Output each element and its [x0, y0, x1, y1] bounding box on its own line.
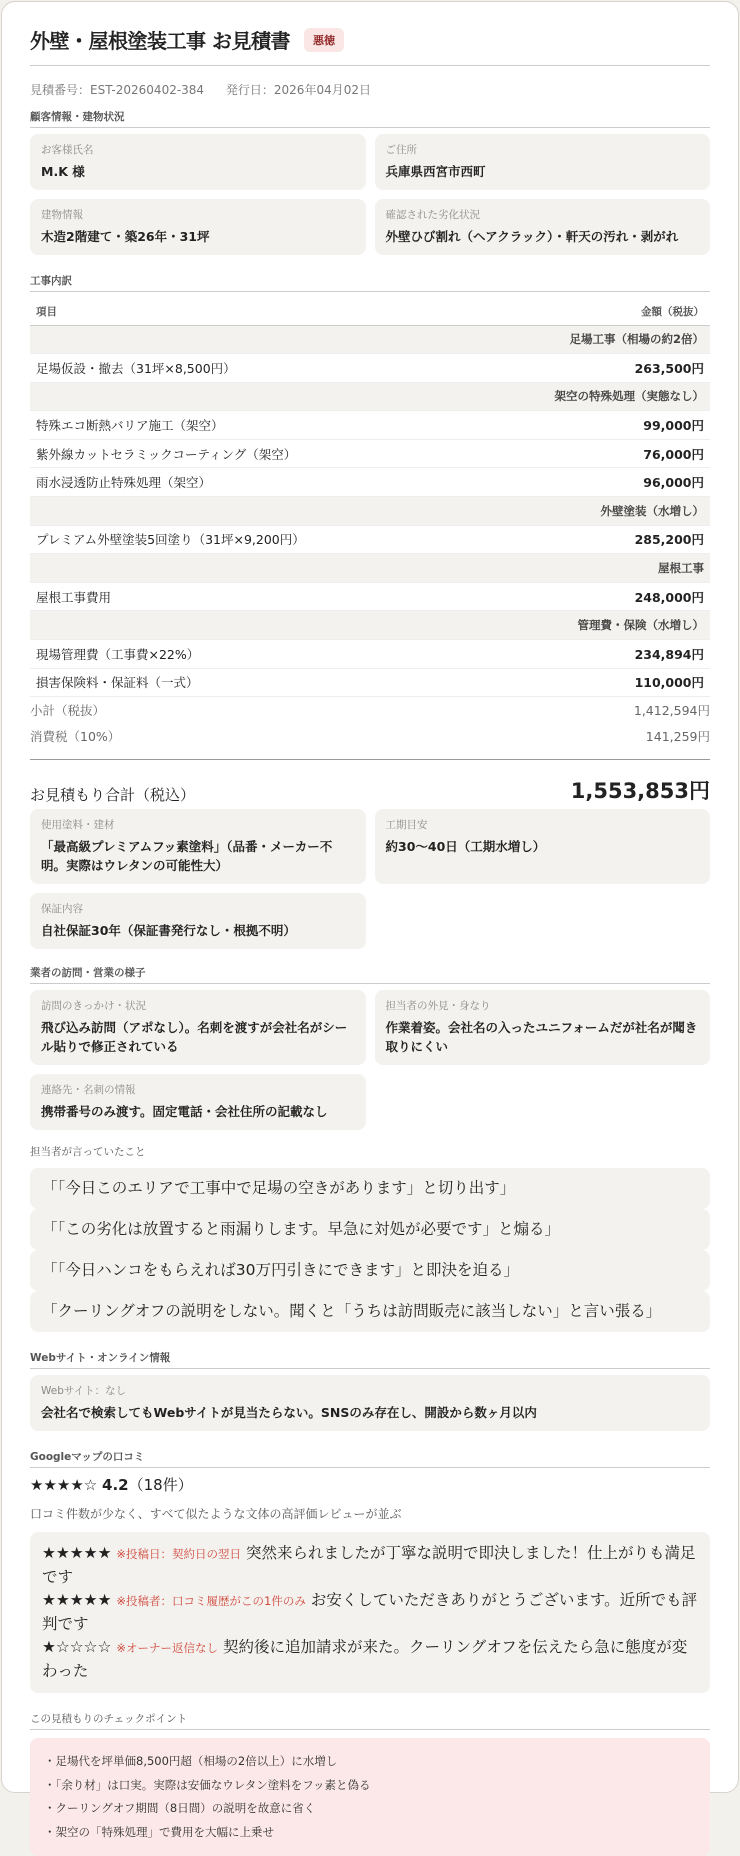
info-box [375, 134, 711, 190]
review-stars-icon: ★☆☆☆☆ [42, 1638, 112, 1657]
review-text: お安くしていただきありがとうございます。近所でも評判です [42, 1591, 698, 1634]
meta-line [30, 81, 710, 99]
section-quotes: 担当者が言っていたこと [30, 1146, 146, 1159]
review-warning: ※投稿者：口コミ履歴がこの1件のみ [116, 1594, 306, 1609]
info-box [30, 199, 366, 255]
review-item [42, 1542, 698, 1589]
info-label: ご住所 [385, 144, 417, 156]
info-label: 確認された劣化状況 [385, 209, 480, 221]
website-label: Webサイト：なし [41, 1385, 127, 1398]
info-value: 約30〜40日（工期水増し） [385, 839, 546, 855]
subtotal-value: 1,412,594円 [633, 703, 710, 719]
info-label: 連絡先・名刺の情報 [41, 1084, 136, 1097]
section-breakdown: 工事内訳 [30, 273, 710, 292]
item-label: プレミアム外壁塗装5回塗り（31坪×9,200円） [30, 525, 557, 554]
reviews-box [30, 1532, 710, 1693]
customer-grid [30, 134, 710, 255]
info-label: 担当者の外見・身なり [385, 1000, 491, 1013]
info-label: 使用塗料・建材 [41, 819, 115, 832]
col-amount: 金額（税抜） [557, 298, 710, 325]
category-label: 架空の特殊処理（実態なし） [30, 382, 710, 411]
section-visit: 業者の訪問・営業の様子 [30, 965, 710, 984]
info-label: 訪問のきっかけ・状況 [41, 1000, 146, 1013]
item-amount: 110,000円 [557, 668, 710, 697]
info-value: 飛び込み訪問（アポなし）。名刺を渡すが会社名がシール貼りで修正されている [41, 1020, 348, 1055]
subtotal-label: 小計（税抜） [30, 703, 106, 719]
category-label: 管理費・保険（水増し） [30, 611, 710, 640]
google-rating [30, 1474, 710, 1495]
review-count: （18件） [128, 1476, 193, 1495]
info-value: 作業着姿。会社名の入ったユニフォームだが社名が聞き取りにくい [385, 1020, 698, 1055]
subtotal-row [30, 697, 710, 723]
quote-item: 「「今日ハンコをもらえれば30万円引きにできます」と即決を迫る」 [30, 1250, 710, 1291]
total-row [30, 759, 710, 805]
table-row [30, 354, 710, 383]
table-row [30, 668, 710, 697]
section-google: Googleマップの口コミ [30, 1449, 710, 1468]
section-website: Webサイト・オンライン情報 [30, 1350, 710, 1369]
category-row [30, 554, 710, 583]
table-row [30, 640, 710, 669]
info-value: 「最高級プレミアムフッ素塗料」（品番・メーカー不明。実際はウレタンの可能性大） [41, 839, 333, 874]
google-note: 口コミ件数が少なく、すべて似たような文体の高評価レビューが並ぶ [30, 1507, 402, 1522]
info-box [375, 199, 711, 255]
review-stars-icon: ★★★★★ [42, 1591, 112, 1610]
info-label: 工期目安 [385, 819, 428, 832]
website-value: 会社名で検索してもWebサイトが見当たらない。SNSのみ存在し、開設から数ヶ月以内 [41, 1405, 537, 1421]
review-warning: ※オーナー返信なし [116, 1641, 219, 1656]
info-label: 建物情報 [41, 209, 83, 221]
table-row [30, 582, 710, 611]
rating-stars-icon: ★★★★☆ [30, 1476, 98, 1495]
total-value: 1,553,853円 [570, 779, 710, 804]
website-box [30, 1375, 710, 1431]
category-label: 外壁塗装（水増し） [30, 497, 710, 526]
checkpoint-item: ・クーリングオフ期間（8日間）の説明を故意に省く [44, 1801, 316, 1816]
item-amount: 234,894円 [557, 640, 710, 669]
quote-item: 「クーリングオフの説明をしない。聞くと「うちは訪問販売に該当しない」と言い張る」 [30, 1291, 710, 1332]
quote-item: 「「この劣化は放置すると雨漏りします。早急に対処が必要です」と煽る」 [30, 1209, 710, 1250]
section-checkpoints: この見積もりのチェックポイント [30, 1711, 710, 1730]
checkpoint-item: ・足場代を坪単価8,500円超（相場の2倍以上）に水増し [44, 1754, 338, 1769]
item-label: 損害保険料・保証料（一式） [30, 668, 557, 697]
item-amount: 99,000円 [557, 411, 710, 440]
item-amount: 76,000円 [557, 439, 710, 468]
item-amount: 263,500円 [557, 354, 710, 383]
rating-value: 4.2 [102, 1476, 129, 1495]
category-label: 屋根工事 [30, 554, 710, 583]
table-row [30, 411, 710, 440]
tax-row [30, 723, 710, 749]
info-value: 外壁ひび割れ（ヘアクラック）・軒天の汚れ・剥がれ [385, 229, 679, 244]
checkpoints-box [30, 1738, 710, 1856]
details-grid [30, 809, 710, 949]
info-value: 自社保証30年（保証書発行なし・根拠不明） [41, 923, 296, 939]
category-row [30, 325, 710, 354]
info-value: 携帯番号のみ渡す。固定電話・会社住所の記載なし [41, 1104, 328, 1120]
col-item: 項目 [30, 298, 557, 325]
item-label: 現場管理費（工事費×22%） [30, 640, 557, 669]
section-customer: 顧客情報・建物状況 [30, 109, 710, 128]
tax-label: 消費税（10%） [30, 729, 121, 745]
category-row [30, 611, 710, 640]
item-amount: 285,200円 [557, 525, 710, 554]
quotes-list [30, 1168, 710, 1332]
review-text: 突然来られましたが丁寧な説明で即決しました！仕上がりも満足です [42, 1544, 696, 1587]
info-box [30, 990, 366, 1065]
item-amount: 248,000円 [557, 582, 710, 611]
estimate-card [1, 1, 739, 1839]
info-label: お客様氏名 [41, 144, 94, 156]
header [30, 2, 710, 66]
category-row [30, 382, 710, 411]
item-label: 紫外線カットセラミックコーティング（架空） [30, 439, 557, 468]
review-item [42, 1636, 698, 1683]
item-label: 雨水浸透防止特殊処理（架空） [30, 468, 557, 497]
status-badge: 悪徳 [304, 28, 344, 52]
category-row [30, 497, 710, 526]
checkpoint-item: ・「余り材」は口実。実際は安価なウレタン塗料をフッ素と偽る [44, 1777, 371, 1792]
visit-grid [30, 990, 710, 1130]
item-amount: 96,000円 [557, 468, 710, 497]
table-row [30, 439, 710, 468]
info-box [30, 809, 366, 884]
info-label: 保証内容 [41, 903, 83, 916]
quote-item: 「「今日このエリアで工事中で足場の空きがあります」と切り出す」 [30, 1168, 710, 1209]
total-label: お見積もり合計（税込） [30, 786, 196, 805]
info-box [375, 809, 711, 884]
issue-date: 発行日：2026年04月02日 [225, 83, 371, 97]
item-label: 足場仮設・撤去（31坪×8,500円） [30, 354, 557, 383]
item-label: 屋根工事費用 [30, 582, 557, 611]
info-box [30, 134, 366, 190]
review-item [42, 1589, 698, 1636]
review-stars-icon: ★★★★★ [42, 1544, 112, 1563]
page-title: 外壁・屋根塗装工事 お見積書 [30, 29, 290, 53]
estimate-number: 見積番号：EST-20260402-384 [30, 83, 205, 97]
review-warning: ※投稿日：契約日の翌日 [116, 1547, 242, 1562]
tax-value: 141,259円 [645, 729, 710, 745]
category-label: 足場工事（相場の約2倍） [30, 325, 710, 354]
info-box [30, 893, 366, 949]
info-box [30, 1074, 366, 1130]
info-value: 兵庫県西宮市西町 [385, 164, 486, 179]
info-value: M.K 様 [41, 164, 85, 179]
table-row [30, 525, 710, 554]
table-row [30, 468, 710, 497]
breakdown-table [30, 298, 710, 697]
info-value: 木造2階建て・築26年・31坪 [41, 229, 210, 244]
checkpoint-item: ・架空の「特殊処理」で費用を大幅に上乗せ [44, 1824, 274, 1839]
review-text: 契約後に追加請求が来た。クーリングオフを伝えたら急に態度が変わった [42, 1638, 688, 1681]
item-label: 特殊エコ断熱バリア施工（架空） [30, 411, 557, 440]
info-box [375, 990, 711, 1065]
